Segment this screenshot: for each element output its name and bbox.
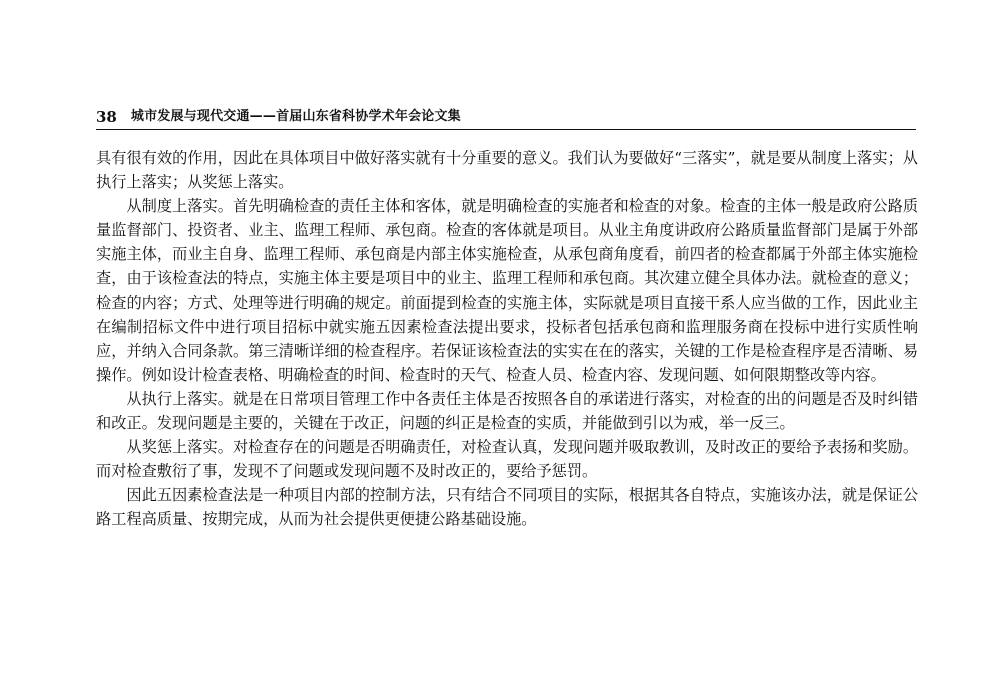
paragraph-continuation: 具有很有效的作用，因此在具体项目中做好落实就有十分重要的意义。我们认为要做好“三落实”，就是要从制度上落实；从执行上落实；从奖惩上落实。	[96, 149, 918, 192]
running-header	[96, 101, 916, 127]
paragraph-execution-implementation: 从执行上落实。就是在日常项目管理工作中各责任主体是否按照各自的承诺进行落实，对检查的出的问题是否及时纠错和改正。发现问题是主要的，关键在于改正，问题的纠正是检查的实质，并能做到引以为戒，举一反三。	[96, 389, 918, 433]
running-title: 城市发展与现代交通——首届山东省科协学术年会论文集	[130, 109, 461, 124]
header-rule	[96, 129, 916, 130]
body-text	[96, 146, 918, 532]
paragraph-reward-punishment-implementation: 从奖惩上落实。对检查存在的问题是否明确责任，对检查认真，发现问题并吸取教训，及时改正的要给予表扬和奖励。而对检查敷衍了事，发现不了问题或发现问题不及时改正的，要给予惩罚。	[96, 438, 918, 481]
page-number: 38	[96, 108, 117, 126]
paragraph-institutional-implementation: 从制度上落实。首先明确检查的责任主体和客体，就是明确检查的实施者和检查的对象。检查的主体一般是政府公路质量监督部门、投资者、业主、监理工程师、承包商。检查的客体就是项目。从业主角度讲政府公路质量监督部门是属于外部实施主体，而业主自身、监理工程师、承包商是内部主体实施检查，从承包商角度看，前四者的检查都属于外部主体实施检查，由于该检查法的特点，实施主体主要是项目中的业主、监理工程师和承包商。其次建立健全具体办法。就检查的意义；检查的内容；方式、处理等进行明确的规定。前面提到检查的实施主体，实际就是项目直接干系人应当做的工作，因此业主在编制招标文件中进行项目招标中就实施五因素检查法提出要求，投标者包括承包商和监理服务商在投标中进行实质性响应，并纳入合同条款。第三清晰详细的检查程序。若保证该检查法的实实在在的落实，关键的工作是检查程序是否清晰、易操作。例如设计检查表格、明确检查的时间、检查时的天气、检查人员、检查内容、发现问题、如何限期整改等内容。	[96, 197, 918, 384]
paragraph-conclusion: 因此五因素检查法是一种项目内部的控制方法，只有结合不同项目的实际，根据其各自特点，实施该办法，就是保证公路工程高质量、按期完成，从而为社会提供更便捷公路基础设施。	[96, 486, 918, 529]
